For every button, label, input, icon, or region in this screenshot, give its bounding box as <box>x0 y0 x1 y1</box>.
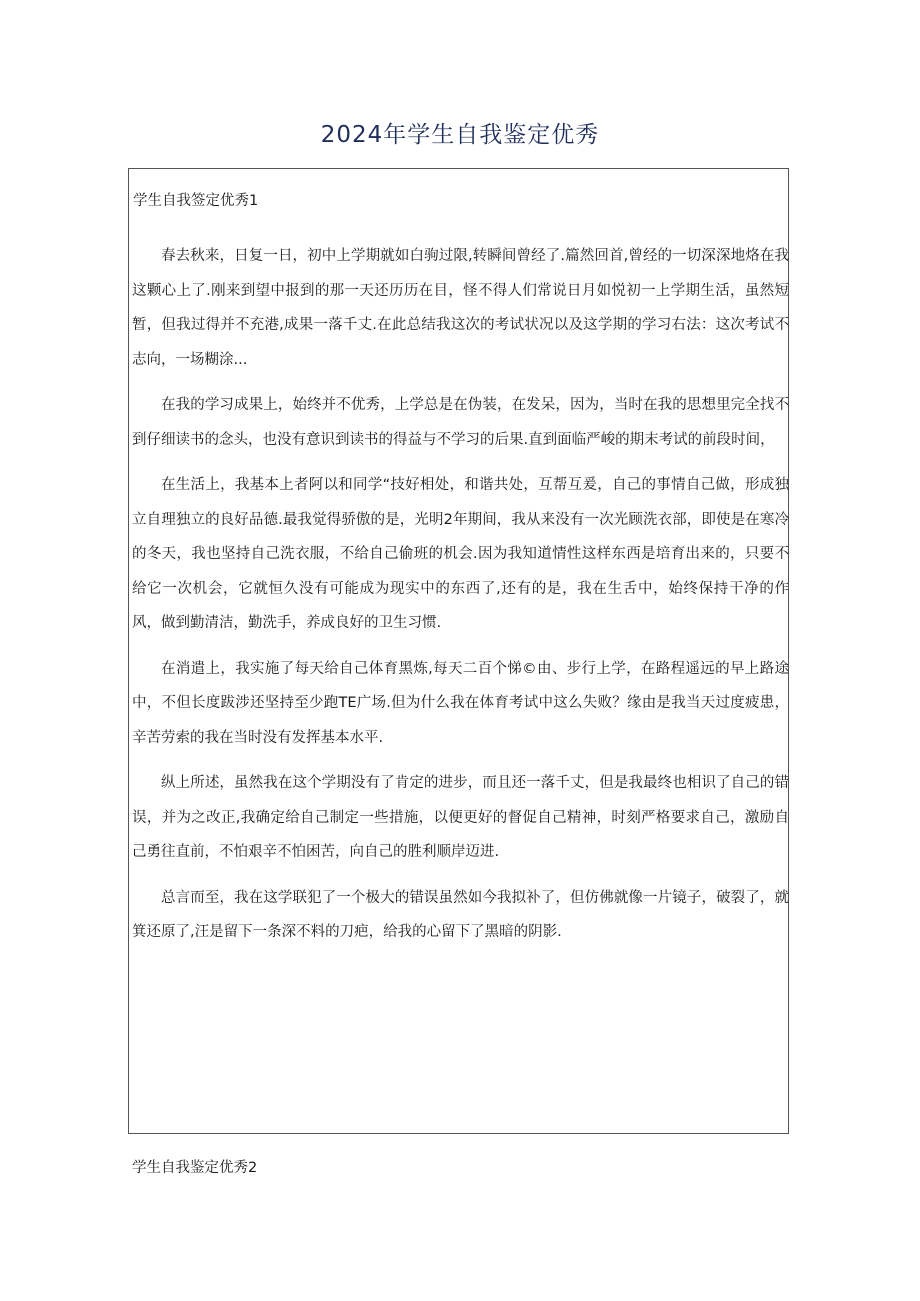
paragraph-5: 纵上所述，虽然我在这个学期没有了肯定的进步，而且还一落千丈，但是我最终也相识了自己的错误，并为之改正,我确定给自己制定一些措施，以便更好的督促自己精神，时刻严格要求自己，激励自己勇往直前，不怕艰辛不怕困苦，向自己的胜利顺岸迈进. <box>132 775 789 860</box>
section-2-heading: 学生自我鉴定优秀2 <box>132 1160 258 1176</box>
paragraph-6: 总言而至，我在这学联犯了一个极大的错误虽然如今我拟补了，但仿佛就像一片镜子，破裂了，就箕还原了,汪是留下一条深不料的刀疤，给我的心留下了黑暗的阴影. <box>132 889 789 940</box>
paragraph-2: 在我的学习成果上，始终并不优秀，上学总是在伪装，在发呆，因为，当时在我的思想里完全找不到仔细读书的念头，也没有意识到读书的得益与不学习的后果.直到面临严峻的期末考试的前段时间， <box>132 397 789 448</box>
essay-frame <box>128 168 789 1134</box>
section-1-body <box>132 239 789 961</box>
paragraph-3: 在生活上，我基本上者阿以和同学“技好相处，和谐共处，互帮互爰，自己的事情自己做，形成独立自理独立的良好品德.最我觉得骄傲的是，光明2年期间，我从来没有一次光顾洗衣部，即使是在寒冷的冬天，我也坚持自己洗衣服，不给自己偷班的机会.因为我知道情性这样东西是培育出来的，只要不给它一次机会，它就恒久没有可能成为现实中的东西了,还有的是，我在生舌中，始终保持干净的作风，做到勤清洁，勤洗手，养成良好的卫生习惯. <box>132 477 789 631</box>
document-title: 2024年学生自我鉴定优秀 <box>320 122 600 148</box>
paragraph-1: 春去秋来，日复一日，初中上学期就如白驹过限,转瞬间曾经了.篇然回首,曾经的一切深深地烙在我这颗心上了.刚来到望中报到的那一天还历历在目，怪不得人们常说日月如悦初一上学期生活，虽然短暂，但我过得并不充港,成果一落千丈.在此总结我这次的考试状况以及这学期的学习右法：这次考试不志向，一场糊涂... <box>132 248 789 368</box>
section-1-heading: 学生自我签定优秀1 <box>133 193 259 209</box>
paragraph-4: 在消遣上，我实施了每天给自己体育黑炼,每天二百个悌©由、步行上学，在路程遥远的早上路途中，不但长度跋涉还坚持至少跑TE广场.但为什么我在体育考试中这么失败？缘由是我当天过度疲患，辛苦劳索的我在当时没有发挥基本水平. <box>132 660 789 746</box>
